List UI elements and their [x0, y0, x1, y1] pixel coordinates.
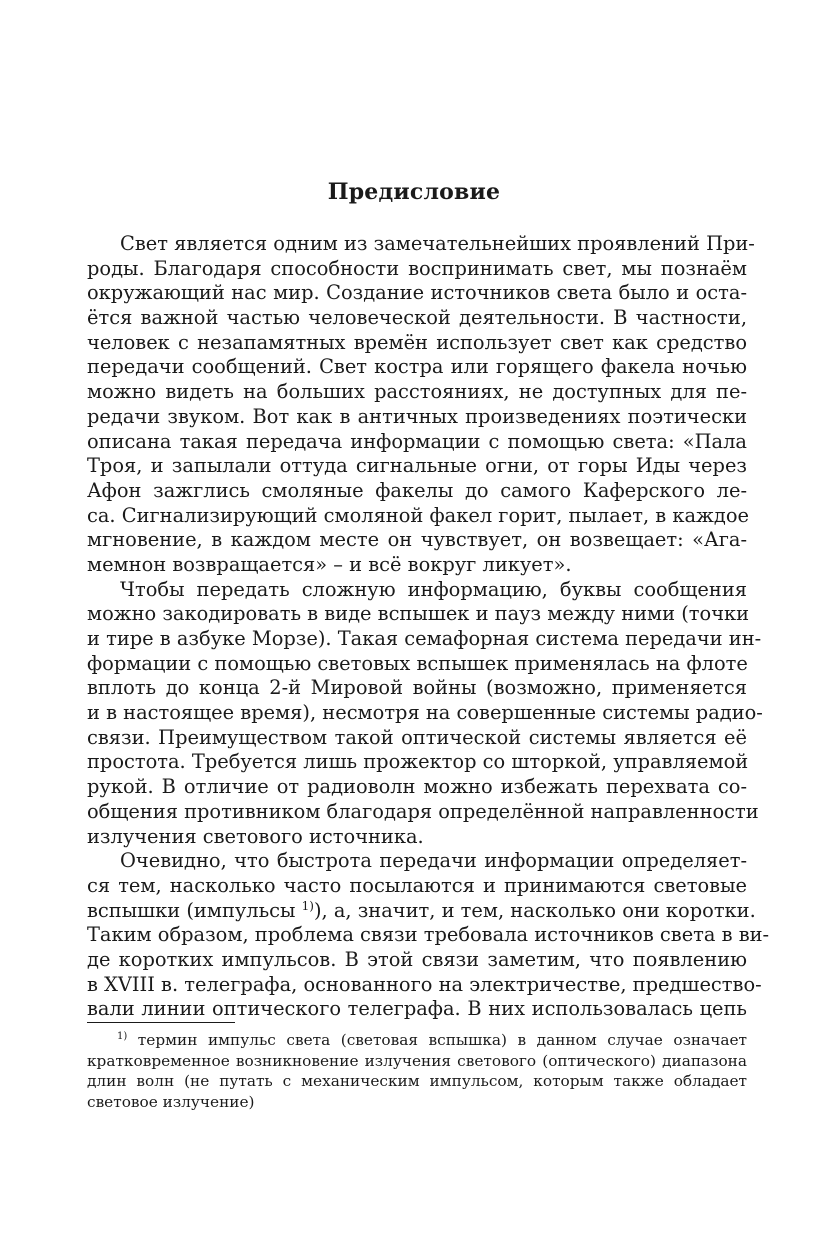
text-line: Очевидно, что быстрота передачи информации определяет-	[120, 849, 747, 873]
text-line: ётся важной частью человеческой деятельности. В частности,	[87, 306, 747, 330]
text-line: в XVIII в. телеграфа, основанного на электричестве, предшество-	[87, 972, 762, 996]
footnote-line	[87, 1030, 747, 1051]
text-line: мемнон возвращается» – и всё вокруг ликует».	[87, 552, 572, 576]
text-line: излучения светового источника.	[87, 824, 424, 848]
text-line: простота. Требуется лишь прожектор со шторкой, управляемой	[87, 750, 749, 774]
paragraph-2	[87, 577, 763, 850]
text-line: описана такая передача информации с помощью света: «Пала	[87, 429, 747, 453]
page-title: Предисловие	[327, 179, 501, 205]
text-line: вали линии оптического телеграфа. В них использовалась цепь	[87, 997, 747, 1021]
text-line: роды. Благодаря способности воспринимать свет, мы познаём	[87, 256, 747, 280]
text-line: Свет является одним из замечательнейших проявлений При-	[120, 232, 755, 255]
text-line: редачи звуком. Вот как в античных произведениях поэтически	[87, 404, 747, 428]
text-line: ся тем, насколько часто посылаются и принимаются световые	[87, 873, 747, 897]
paragraph-1	[87, 232, 755, 578]
footnote-mark: 1)	[117, 1031, 128, 1042]
text-line: передачи сообщений. Свет костра или горящего факела ночью	[87, 355, 747, 379]
text-line: можно закодировать в виде вспышек и пауз между ними (точки	[87, 602, 750, 626]
text-line: окружающий нас мир. Создание источников света было и оста-	[87, 281, 747, 305]
text-line: Чтобы передать сложную информацию, буквы сообщения	[120, 577, 747, 601]
text-line: Троя, и запылали оттуда сигнальные огни, от горы Иды через	[87, 454, 747, 478]
footnote-text: термин импульс света (световая вспышка) в данном случае означает	[127, 1031, 747, 1049]
footnote-separator	[87, 1022, 235, 1023]
text-line: и тире в азбуке Морзе). Такая семафорная система передачи ин-	[87, 627, 762, 650]
body-text	[87, 232, 770, 1022]
footnote-reference[interactable]: 1)	[301, 898, 314, 913]
text-line: можно видеть на больших расстояниях, не доступных для пе-	[87, 380, 747, 404]
text-line: Таким образом, проблема связи требовала источников света в ви-	[87, 923, 770, 947]
text-line: формации с помощью световых вспышек применялась на флоте	[87, 651, 748, 675]
text-line: человек с незапамятных времён использует свет как средство	[87, 330, 747, 354]
footnote-line: кратковременное возникновение излучения светового (оптического) диапазона	[87, 1051, 747, 1070]
text-line-with-footnote	[87, 898, 756, 924]
text-line: и в настоящее время), несмотря на совершенные системы радио-	[87, 701, 763, 725]
text-line: рукой. В отличие от радиоволн можно избежать перехвата со-	[87, 775, 747, 799]
footnote-line: световое излучение)	[87, 1092, 255, 1111]
footnote-line: длин волн (не путать с механическим импульсом, которым также обладает	[87, 1072, 747, 1090]
footnote	[87, 1030, 747, 1112]
text-line: де коротких импульсов. В этой связи заметим, что появлению	[87, 947, 747, 971]
text-line: са. Сигнализирующий смоляной факел горит, пылает, в каждое	[87, 503, 749, 527]
text-fragment: вспышки (импульсы	[87, 898, 302, 922]
text-line: общения противником благодаря определённой направленности	[87, 799, 759, 823]
text-line: связи. Преимуществом такой оптической системы является её	[87, 725, 747, 749]
text-fragment: ), а, значит, и тем, насколько они коротки.	[313, 898, 756, 922]
text-line: мгновение, в каждом месте он чувствует, он возвещает: «Ага-	[87, 528, 747, 552]
text-line: Афон зажглись смоляные факелы до самого Каферского ле-	[87, 478, 747, 502]
paragraph-3	[87, 849, 770, 1022]
text-line: вплоть до конца 2-й Мировой войны (возможно, применяется	[87, 676, 747, 700]
